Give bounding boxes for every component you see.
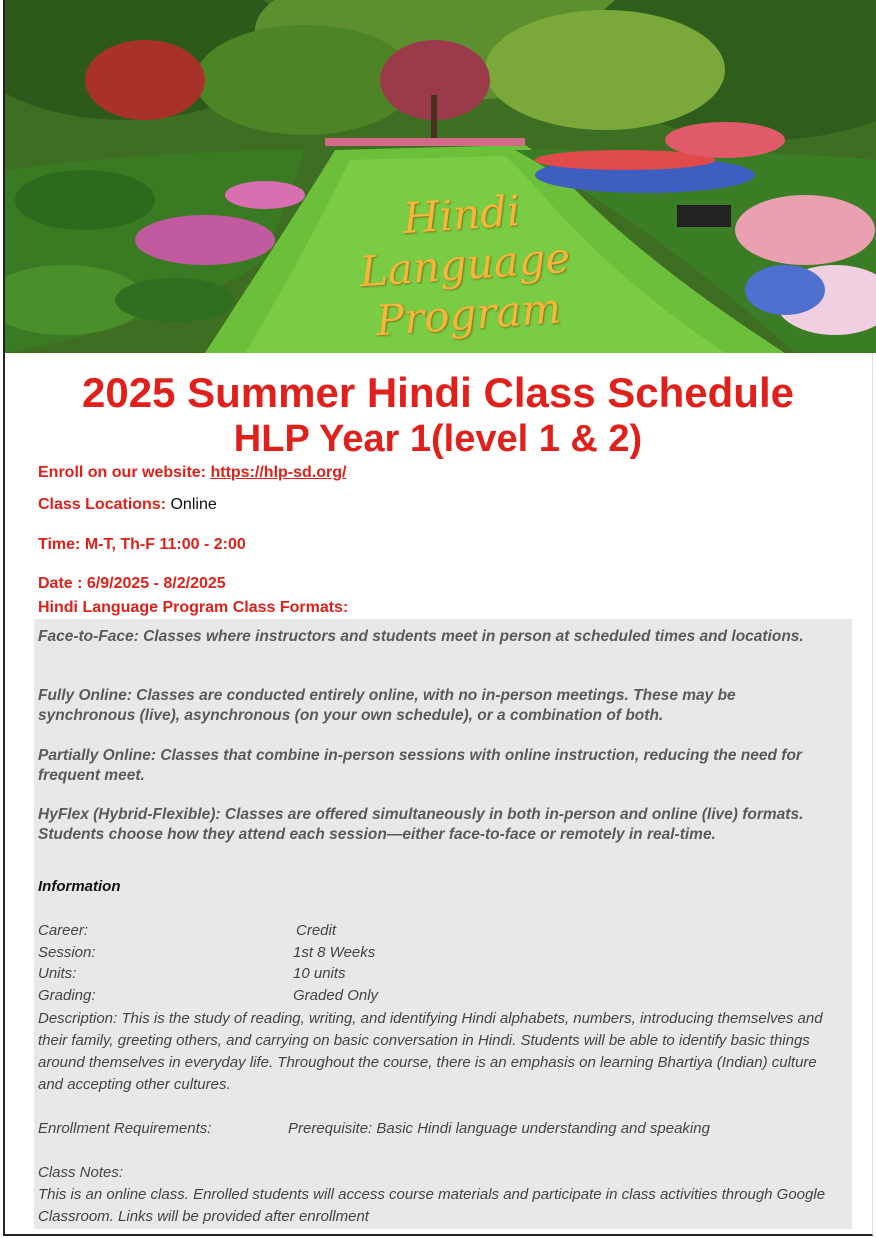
class-notes-label: Class Notes: <box>38 1164 124 1181</box>
detail-value: 10 units <box>293 965 346 982</box>
course-description: Description: This is the study of reading, writing, and identifying Hindi alphabets, numbers, introducing themselves and their family, greeting others, and carrying on basic conversation in Hindi. Students will be able to identify basic things around themselves in everyday life. Throughout the course, there is an emphasis on learning Bhartiya (Indian) culture and accepting other cultures. <box>38 1010 823 1093</box>
detail-value: 1st 8 Weeks <box>293 944 376 961</box>
enrollment-requirements <box>38 1118 710 1140</box>
class-notes-text: This is an online class. Enrolled students will access course materials and participate in class activities through Google Classroom. Links will be provided after enrollment <box>38 1186 826 1225</box>
locations-label: Class Locations: <box>38 496 167 513</box>
enroll-line <box>38 463 346 483</box>
enrollment-value: Prerequisite: Basic Hindi language understanding and speaking <box>288 1120 710 1137</box>
page-subtitle: HLP Year 1(level 1 & 2) <box>233 418 643 460</box>
format-face-to-face: Face-to-Face: Classes where instructors and students meet in person at scheduled times and locations. <box>38 628 804 645</box>
formats-heading: Hindi Language Program Class Formats: <box>38 599 349 616</box>
locations-value: Online <box>170 496 217 513</box>
format-partially-online: Partially Online: Classes that combine in-person sessions with online instruction, reducing the need for frequent meet. <box>38 747 802 784</box>
locations-line <box>38 495 217 515</box>
time-line: Time: M-T, Th-F 11:00 - 2:00 <box>38 536 246 553</box>
detail-label: Career: <box>38 922 89 939</box>
detail-label: Grading: <box>38 987 96 1004</box>
banner-title-line1: Hindi Language <box>358 186 572 297</box>
banner-script-title <box>300 179 630 351</box>
detail-row-career <box>38 920 337 942</box>
format-hyflex: HyFlex (Hybrid-Flexible): Classes are offered simultaneously in both in-person and online (live) formats. Students choose how they attend each session—either face-to-face or remotely in real-time. <box>38 806 804 843</box>
detail-row-grading <box>38 985 379 1007</box>
detail-row-session <box>38 942 376 964</box>
garden-banner-image <box>5 0 876 353</box>
date-line: Date : 6/9/2025 - 8/2/2025 <box>38 575 226 592</box>
information-heading: Information <box>38 878 121 895</box>
banner-title-line2: Program <box>374 283 563 346</box>
detail-value: Credit <box>296 922 337 939</box>
enrollment-label: Enrollment Requirements: <box>38 1120 212 1137</box>
detail-label: Units: <box>38 965 77 982</box>
format-fully-online: Fully Online: Classes are conducted entirely online, with no in-person meetings. These may be synchronous (live), asynchronous (on your own schedule), or a combination of both. <box>38 687 736 724</box>
enroll-website-link[interactable]: https://hlp-sd.org/ <box>210 464 347 481</box>
page-title: 2025 Summer Hindi Class Schedule <box>82 369 794 416</box>
detail-label: Session: <box>38 944 96 961</box>
detail-value: Graded Only <box>293 987 379 1004</box>
detail-row-units <box>38 963 346 985</box>
enroll-label: Enroll on our website: <box>38 464 207 481</box>
